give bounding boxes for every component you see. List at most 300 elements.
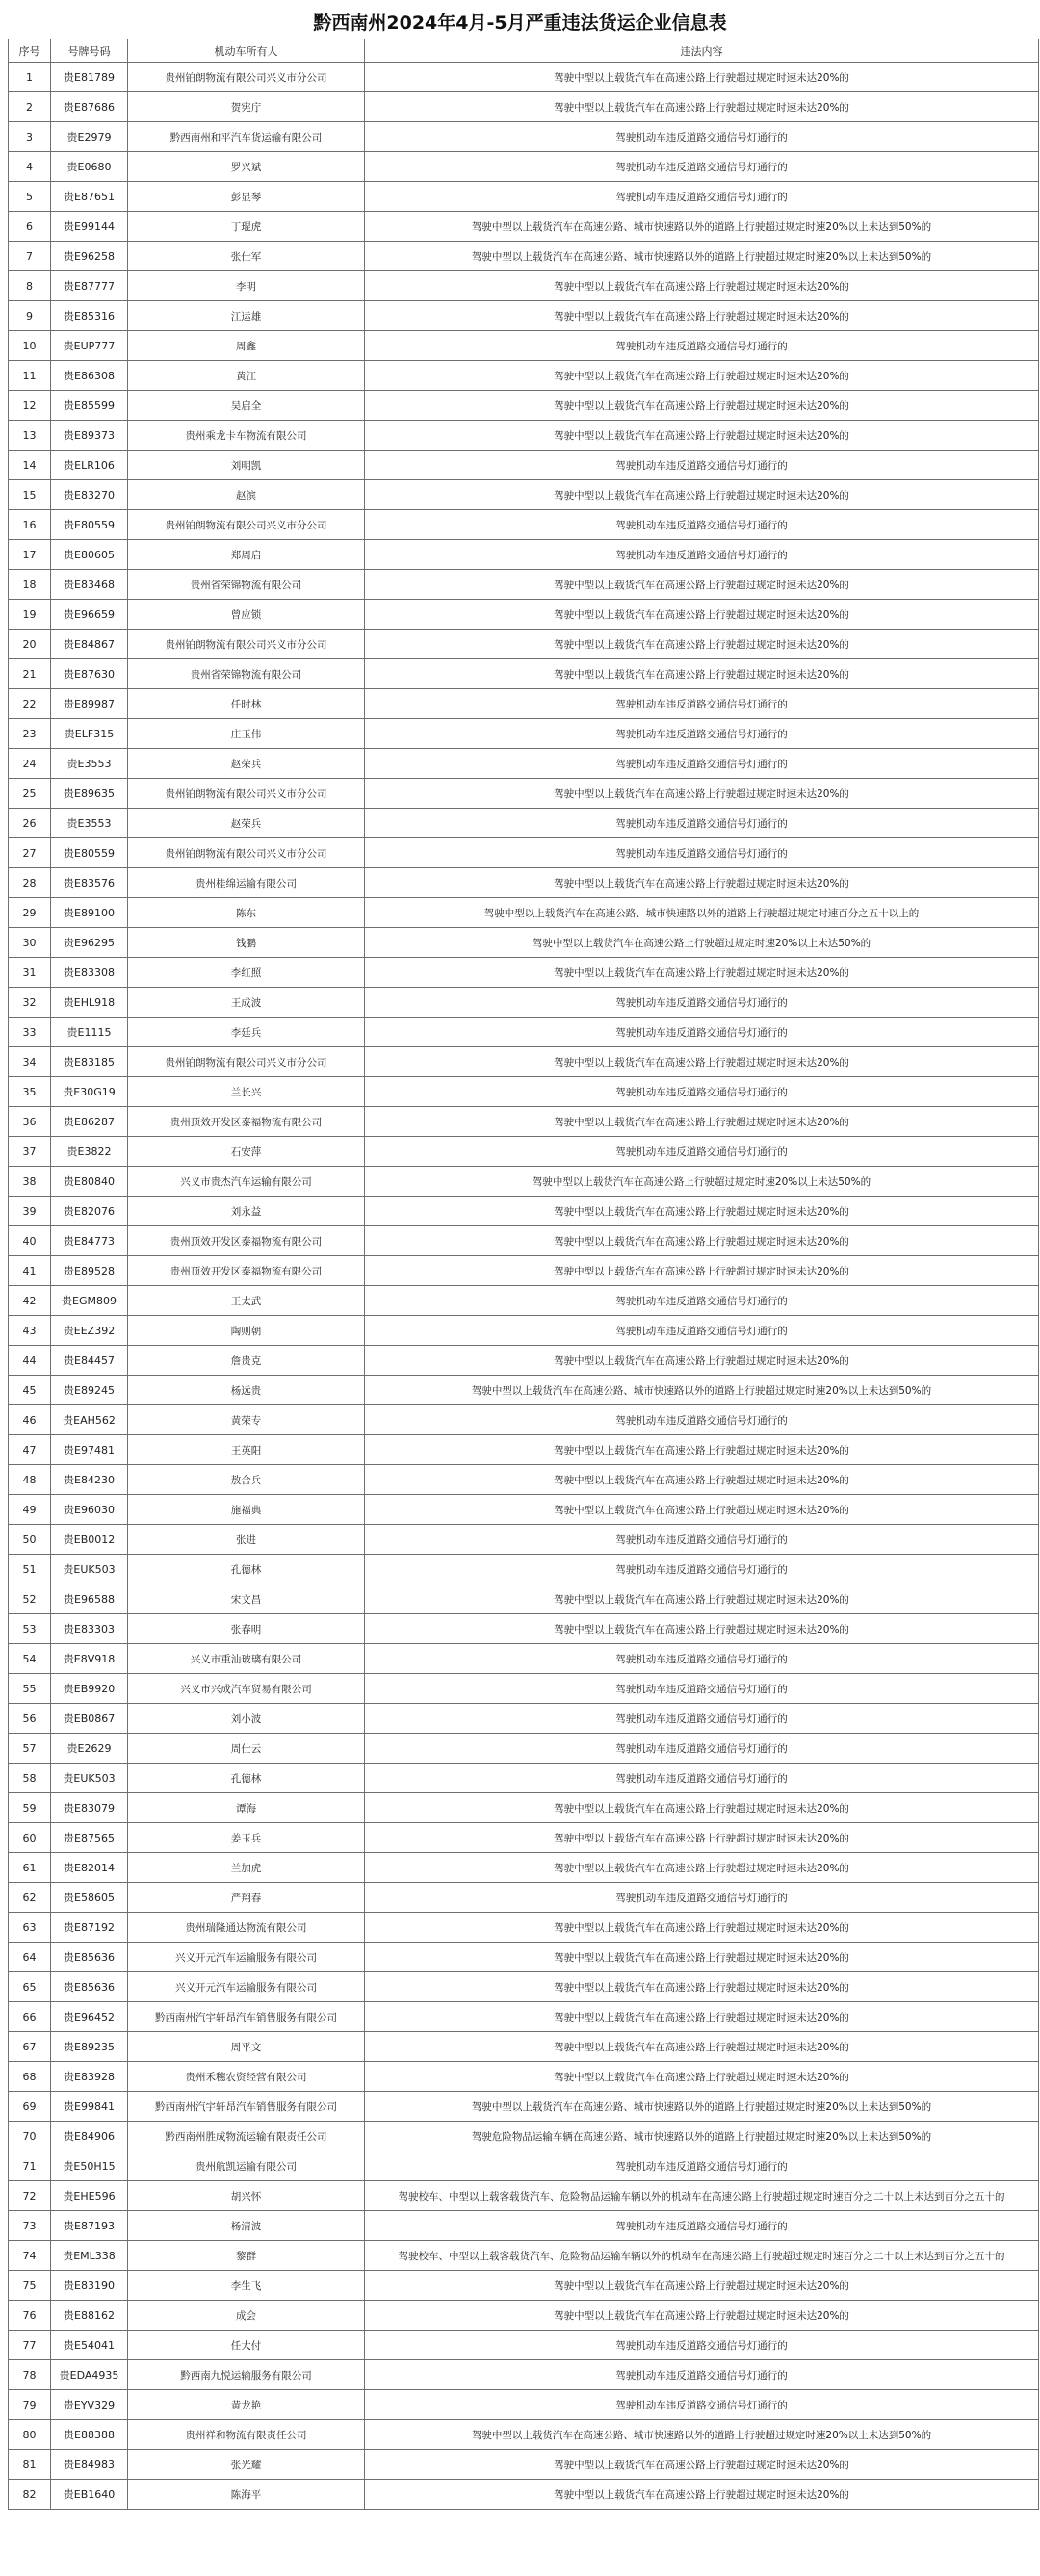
cell-plate: 贵E82076: [51, 1197, 128, 1226]
cell-content: 驾驶中型以上载货汽车在高速公路上行驶超过规定时速未达20%的: [365, 361, 1039, 391]
cell-owner: 贵州铂朗物流有限公司兴义市分公司: [128, 63, 365, 92]
cell-owner: 严翔春: [128, 1883, 365, 1913]
cell-content: 驾驶中型以上载货汽车在高速公路上行驶超过规定时速未达20%的: [365, 2480, 1039, 2510]
cell-content: 驾驶中型以上载货汽车在高速公路上行驶超过规定时速未达20%的: [365, 421, 1039, 451]
cell-plate: 贵E83185: [51, 1047, 128, 1077]
cell-content: 驾驶中型以上载货汽车在高速公路上行驶超过规定时速未达20%的: [365, 1256, 1039, 1286]
cell-index: 33: [9, 1018, 51, 1047]
cell-content: 驾驶机动车违反道路交通信号灯通行的: [365, 988, 1039, 1018]
cell-plate: 贵E0680: [51, 152, 128, 182]
cell-plate: 贵ELR106: [51, 451, 128, 480]
cell-owner: 罗兴斌: [128, 152, 365, 182]
table-row: [9, 1435, 1039, 1465]
cell-index: 17: [9, 540, 51, 570]
cell-owner: 刘小波: [128, 1704, 365, 1734]
cell-content: 驾驶中型以上载货汽车在高速公路上行驶超过规定时速未达20%的: [365, 391, 1039, 421]
page-title: 黔西南州2024年4月-5月严重违法货运企业信息表: [313, 13, 727, 34]
table-row: [9, 1256, 1039, 1286]
cell-owner: 李廷兵: [128, 1018, 365, 1047]
cell-owner: 成会: [128, 2301, 365, 2331]
cell-index: 2: [9, 92, 51, 122]
table-row: [9, 510, 1039, 540]
cell-owner: 赵荣兵: [128, 809, 365, 838]
table-row: [9, 271, 1039, 301]
cell-index: 71: [9, 2151, 51, 2181]
cell-content: 驾驶机动车违反道路交通信号灯通行的: [365, 749, 1039, 779]
cell-content: 驾驶机动车违反道路交通信号灯通行的: [365, 1018, 1039, 1047]
cell-owner: 黔西南州胜成物流运输有限责任公司: [128, 2122, 365, 2151]
cell-owner: 孔德林: [128, 1764, 365, 1793]
cell-plate: 贵E84906: [51, 2122, 128, 2151]
table-row: [9, 451, 1039, 480]
table-body: [9, 63, 1039, 2510]
cell-owner: 姜玉兵: [128, 1823, 365, 1853]
cell-index: 79: [9, 2390, 51, 2420]
cell-content: 驾驶中型以上载货汽车在高速公路上行驶超过规定时速未达20%的: [365, 600, 1039, 630]
cell-content: 驾驶中型以上载货汽车在高速公路上行驶超过规定时速未达20%的: [365, 301, 1039, 331]
table-row: [9, 2241, 1039, 2271]
table-row: [9, 1972, 1039, 2002]
cell-owner: 周鑫: [128, 331, 365, 361]
cell-plate: 贵EYV329: [51, 2390, 128, 2420]
cell-plate: 贵E96030: [51, 1495, 128, 1525]
cell-index: 49: [9, 1495, 51, 1525]
cell-index: 3: [9, 122, 51, 152]
cell-plate: 贵E84230: [51, 1465, 128, 1495]
cell-content: 驾驶中型以上载货汽车在高速公路上行驶超过规定时速未达20%的: [365, 2062, 1039, 2092]
cell-index: 39: [9, 1197, 51, 1226]
cell-owner: 黔西南九悦运输服务有限公司: [128, 2360, 365, 2390]
table-row: [9, 1823, 1039, 1853]
cell-owner: 李生飞: [128, 2271, 365, 2301]
table-row: [9, 182, 1039, 212]
table-row: [9, 152, 1039, 182]
cell-index: 81: [9, 2450, 51, 2480]
table-row: [9, 361, 1039, 391]
cell-plate: 贵E87192: [51, 1913, 128, 1943]
cell-owner: 陈东: [128, 898, 365, 928]
table-row: [9, 2211, 1039, 2241]
cell-owner: 刘明凯: [128, 451, 365, 480]
cell-owner: 黄江: [128, 361, 365, 391]
cell-plate: 贵EAH562: [51, 1405, 128, 1435]
cell-content: 驾驶机动车违反道路交通信号灯通行的: [365, 331, 1039, 361]
cell-plate: 贵E99144: [51, 212, 128, 242]
table-row: [9, 1495, 1039, 1525]
table-row: [9, 2002, 1039, 2032]
table-row: [9, 540, 1039, 570]
table-row: [9, 1674, 1039, 1704]
cell-plate: 贵EHE596: [51, 2181, 128, 2211]
cell-plate: 贵E80559: [51, 510, 128, 540]
cell-owner: 任大付: [128, 2331, 365, 2360]
cell-content: 驾驶机动车违反道路交通信号灯通行的: [365, 182, 1039, 212]
table-row: [9, 331, 1039, 361]
cell-plate: 贵E87777: [51, 271, 128, 301]
cell-plate: 贵E83468: [51, 570, 128, 600]
cell-owner: 王太武: [128, 1286, 365, 1316]
table-row: [9, 2062, 1039, 2092]
cell-index: 52: [9, 1584, 51, 1614]
cell-plate: 贵E30G19: [51, 1077, 128, 1107]
header-content: 违法内容: [365, 39, 1039, 63]
cell-owner: 贵州顶效开发区泰福物流有限公司: [128, 1107, 365, 1137]
cell-content: 驾驶机动车违反道路交通信号灯通行的: [365, 689, 1039, 719]
table-row: [9, 2480, 1039, 2510]
cell-content: 驾驶中型以上载货汽车在高速公路、城市快速路以外的道路上行驶超过规定时速20%以上未达到50%的: [365, 212, 1039, 242]
cell-plate: 贵E3553: [51, 809, 128, 838]
table-row: [9, 212, 1039, 242]
cell-index: 26: [9, 809, 51, 838]
table-row: [9, 2271, 1039, 2301]
table-row: [9, 421, 1039, 451]
table-row: [9, 2390, 1039, 2420]
cell-owner: 敖合兵: [128, 1465, 365, 1495]
violations-table: [8, 39, 1039, 2510]
cell-index: 62: [9, 1883, 51, 1913]
cell-plate: 贵EML338: [51, 2241, 128, 2271]
cell-index: 72: [9, 2181, 51, 2211]
cell-index: 44: [9, 1346, 51, 1376]
cell-plate: 贵EDA4935: [51, 2360, 128, 2390]
cell-index: 4: [9, 152, 51, 182]
table-row: [9, 301, 1039, 331]
cell-plate: 贵E1115: [51, 1018, 128, 1047]
table-row: [9, 1167, 1039, 1197]
cell-index: 40: [9, 1226, 51, 1256]
table-row: [9, 1734, 1039, 1764]
cell-index: 43: [9, 1316, 51, 1346]
cell-owner: 李红照: [128, 958, 365, 988]
cell-plate: 贵E97481: [51, 1435, 128, 1465]
cell-owner: 贵州铂朗物流有限公司兴义市分公司: [128, 630, 365, 659]
table-header-row: [9, 39, 1039, 63]
table-row: [9, 2092, 1039, 2122]
cell-content: 驾驶中型以上载货汽车在高速公路上行驶超过规定时速未达20%的: [365, 958, 1039, 988]
cell-owner: 贵州祥和物流有限责任公司: [128, 2420, 365, 2450]
cell-plate: 贵E85636: [51, 1943, 128, 1972]
cell-plate: 贵E58605: [51, 1883, 128, 1913]
table-row: [9, 2032, 1039, 2062]
table-row: [9, 1077, 1039, 1107]
cell-index: 12: [9, 391, 51, 421]
cell-index: 47: [9, 1435, 51, 1465]
cell-index: 50: [9, 1525, 51, 1555]
cell-content: 驾驶机动车违反道路交通信号灯通行的: [365, 809, 1039, 838]
cell-owner: 兴义市贵杰汽车运输有限公司: [128, 1167, 365, 1197]
cell-owner: 赵滨: [128, 480, 365, 510]
cell-index: 70: [9, 2122, 51, 2151]
header-index: 序号: [9, 39, 51, 63]
table-row: [9, 1047, 1039, 1077]
cell-index: 19: [9, 600, 51, 630]
cell-index: 9: [9, 301, 51, 331]
cell-plate: 贵E83303: [51, 1614, 128, 1644]
cell-plate: 贵E89235: [51, 2032, 128, 2062]
cell-plate: 贵E87630: [51, 659, 128, 689]
cell-owner: 兴义市兴成汽车贸易有限公司: [128, 1674, 365, 1704]
cell-content: 驾驶机动车违反道路交通信号灯通行的: [365, 451, 1039, 480]
cell-owner: 周仕云: [128, 1734, 365, 1764]
table-row: [9, 1853, 1039, 1883]
cell-content: 驾驶中型以上载货汽车在高速公路上行驶超过规定时速未达20%的: [365, 1047, 1039, 1077]
table-row: [9, 719, 1039, 749]
cell-content: 驾驶机动车违反道路交通信号灯通行的: [365, 1525, 1039, 1555]
cell-owner: 曾应锁: [128, 600, 365, 630]
table-row: [9, 63, 1039, 92]
cell-owner: 贵州顶效开发区泰福物流有限公司: [128, 1256, 365, 1286]
table-row: [9, 1555, 1039, 1584]
cell-plate: 贵EB0012: [51, 1525, 128, 1555]
cell-index: 66: [9, 2002, 51, 2032]
cell-content: 驾驶中型以上载货汽车在高速公路上行驶超过规定时速未达20%的: [365, 1226, 1039, 1256]
cell-plate: 贵E84867: [51, 630, 128, 659]
cell-owner: 黔西南州汽宇轩昂汽车销售服务有限公司: [128, 2002, 365, 2032]
cell-index: 36: [9, 1107, 51, 1137]
cell-index: 13: [9, 421, 51, 451]
cell-content: 驾驶中型以上载货汽车在高速公路上行驶超过规定时速未达20%的: [365, 2002, 1039, 2032]
cell-index: 32: [9, 988, 51, 1018]
cell-index: 18: [9, 570, 51, 600]
cell-content: 驾驶中型以上载货汽车在高速公路上行驶超过规定时速未达20%的: [365, 2271, 1039, 2301]
cell-index: 8: [9, 271, 51, 301]
cell-content: 驾驶机动车违反道路交通信号灯通行的: [365, 1555, 1039, 1584]
cell-owner: 贵州省荣锦物流有限公司: [128, 659, 365, 689]
cell-content: 驾驶中型以上载货汽车在高速公路上行驶超过规定时速未达20%的: [365, 1435, 1039, 1465]
cell-owner: 贵州禾穗农资经营有限公司: [128, 2062, 365, 2092]
cell-owner: 江运雄: [128, 301, 365, 331]
cell-content: 驾驶中型以上载货汽车在高速公路上行驶超过规定时速未达20%的: [365, 1495, 1039, 1525]
cell-plate: 贵E99841: [51, 2092, 128, 2122]
cell-plate: 贵E96295: [51, 928, 128, 958]
cell-owner: 李明: [128, 271, 365, 301]
cell-index: 46: [9, 1405, 51, 1435]
table-row: [9, 2122, 1039, 2151]
cell-index: 10: [9, 331, 51, 361]
table-row: [9, 1913, 1039, 1943]
cell-content: 驾驶中型以上载货汽车在高速公路上行驶超过规定时速未达20%的: [365, 1465, 1039, 1495]
cell-content: 驾驶中型以上载货汽车在高速公路、城市快速路以外的道路上行驶超过规定时速20%以上未达到50%的: [365, 242, 1039, 271]
cell-content: 驾驶危险物品运输车辆在高速公路、城市快速路以外的道路上行驶超过规定时速20%以上未达到50%的: [365, 2122, 1039, 2151]
cell-index: 61: [9, 1853, 51, 1883]
cell-owner: 兴义市重汕玻璃有限公司: [128, 1644, 365, 1674]
cell-plate: 贵E84457: [51, 1346, 128, 1376]
cell-index: 56: [9, 1704, 51, 1734]
cell-content: 驾驶中型以上载货汽车在高速公路上行驶超过规定时速未达20%的: [365, 779, 1039, 809]
cell-content: 驾驶中型以上载货汽车在高速公路上行驶超过规定时速未达20%的: [365, 1853, 1039, 1883]
cell-plate: 贵E81789: [51, 63, 128, 92]
cell-plate: 贵E89987: [51, 689, 128, 719]
cell-plate: 贵E83190: [51, 2271, 128, 2301]
cell-plate: 贵E83928: [51, 2062, 128, 2092]
cell-plate: 贵EUK503: [51, 1764, 128, 1793]
cell-index: 58: [9, 1764, 51, 1793]
cell-index: 35: [9, 1077, 51, 1107]
cell-index: 21: [9, 659, 51, 689]
cell-owner: 贵州铂朗物流有限公司兴义市分公司: [128, 838, 365, 868]
cell-content: 驾驶机动车违反道路交通信号灯通行的: [365, 1734, 1039, 1764]
cell-content: 驾驶中型以上载货汽车在高速公路上行驶超过规定时速未达20%的: [365, 1823, 1039, 1853]
cell-owner: 宋文昌: [128, 1584, 365, 1614]
cell-plate: 贵E88388: [51, 2420, 128, 2450]
cell-plate: 贵ELF315: [51, 719, 128, 749]
cell-plate: 贵E83308: [51, 958, 128, 988]
cell-owner: 钱鹏: [128, 928, 365, 958]
cell-owner: 贵州铂朗物流有限公司兴义市分公司: [128, 1047, 365, 1077]
cell-index: 20: [9, 630, 51, 659]
cell-owner: 庄玉伟: [128, 719, 365, 749]
table-row: [9, 2331, 1039, 2360]
cell-index: 15: [9, 480, 51, 510]
cell-owner: 贵州顶效开发区泰福物流有限公司: [128, 1226, 365, 1256]
cell-owner: 兴义开元汽车运输服务有限公司: [128, 1943, 365, 1972]
cell-owner: 周平文: [128, 2032, 365, 2062]
cell-plate: 贵EB9920: [51, 1674, 128, 1704]
cell-index: 80: [9, 2420, 51, 2450]
cell-owner: 任时林: [128, 689, 365, 719]
table-row: [9, 1793, 1039, 1823]
cell-content: 驾驶中型以上载货汽车在高速公路上行驶超过规定时速未达20%的: [365, 1107, 1039, 1137]
cell-owner: 彭显琴: [128, 182, 365, 212]
cell-index: 76: [9, 2301, 51, 2331]
cell-owner: 张仕军: [128, 242, 365, 271]
cell-content: 驾驶中型以上载货汽车在高速公路上行驶超过规定时速未达20%的: [365, 868, 1039, 898]
cell-index: 34: [9, 1047, 51, 1077]
cell-plate: 贵E96659: [51, 600, 128, 630]
table-row: [9, 570, 1039, 600]
cell-index: 41: [9, 1256, 51, 1286]
table-row: [9, 122, 1039, 152]
cell-index: 31: [9, 958, 51, 988]
cell-plate: 贵E87651: [51, 182, 128, 212]
cell-owner: 刘永益: [128, 1197, 365, 1226]
cell-index: 11: [9, 361, 51, 391]
cell-content: 驾驶中型以上载货汽车在高速公路、城市快速路以外的道路上行驶超过规定时速20%以上未达到50%的: [365, 1376, 1039, 1405]
cell-content: 驾驶机动车违反道路交通信号灯通行的: [365, 2331, 1039, 2360]
cell-index: 77: [9, 2331, 51, 2360]
cell-content: 驾驶机动车违反道路交通信号灯通行的: [365, 2151, 1039, 2181]
table-row: [9, 1704, 1039, 1734]
table-row: [9, 898, 1039, 928]
cell-content: 驾驶机动车违反道路交通信号灯通行的: [365, 2360, 1039, 2390]
cell-plate: 贵E54041: [51, 2331, 128, 2360]
cell-content: 驾驶机动车违反道路交通信号灯通行的: [365, 122, 1039, 152]
cell-plate: 贵EUK503: [51, 1555, 128, 1584]
cell-owner: 胡兴怀: [128, 2181, 365, 2211]
cell-index: 67: [9, 2032, 51, 2062]
cell-owner: 兰加虎: [128, 1853, 365, 1883]
cell-owner: 兴义开元汽车运输服务有限公司: [128, 1972, 365, 2002]
header-plate: 号牌号码: [51, 39, 128, 63]
cell-content: 驾驶机动车违反道路交通信号灯通行的: [365, 540, 1039, 570]
cell-plate: 贵EHL918: [51, 988, 128, 1018]
cell-index: 30: [9, 928, 51, 958]
cell-plate: 贵E86287: [51, 1107, 128, 1137]
table-row: [9, 1614, 1039, 1644]
cell-content: 驾驶机动车违反道路交通信号灯通行的: [365, 1316, 1039, 1346]
cell-owner: 兰长兴: [128, 1077, 365, 1107]
cell-owner: 贵州铂朗物流有限公司兴义市分公司: [128, 510, 365, 540]
cell-index: 78: [9, 2360, 51, 2390]
cell-content: 驾驶中型以上载货汽车在高速公路、城市快速路以外的道路上行驶超过规定时速20%以上未达到50%的: [365, 2092, 1039, 2122]
cell-content: 驾驶机动车违反道路交通信号灯通行的: [365, 2390, 1039, 2420]
cell-content: 驾驶中型以上载货汽车在高速公路上行驶超过规定时速未达20%的: [365, 480, 1039, 510]
cell-content: 驾驶中型以上载货汽车在高速公路上行驶超过规定时速未达20%的: [365, 1197, 1039, 1226]
cell-content: 驾驶机动车违反道路交通信号灯通行的: [365, 152, 1039, 182]
cell-content: 驾驶中型以上载货汽车在高速公路上行驶超过规定时速未达20%的: [365, 2032, 1039, 2062]
cell-index: 25: [9, 779, 51, 809]
cell-owner: 张进: [128, 1525, 365, 1555]
cell-owner: 黄龙艳: [128, 2390, 365, 2420]
cell-owner: 贵州桂绵运输有限公司: [128, 868, 365, 898]
cell-owner: 丁琨虎: [128, 212, 365, 242]
cell-owner: 石安萍: [128, 1137, 365, 1167]
cell-plate: 贵E89245: [51, 1376, 128, 1405]
cell-owner: 黔西南州汽宇轩昂汽车销售服务有限公司: [128, 2092, 365, 2122]
cell-index: 14: [9, 451, 51, 480]
table-row: [9, 2151, 1039, 2181]
cell-owner: 张春明: [128, 1614, 365, 1644]
header-owner: 机动车所有人: [128, 39, 365, 63]
cell-owner: 张光耀: [128, 2450, 365, 2480]
cell-content: 驾驶机动车违反道路交通信号灯通行的: [365, 1137, 1039, 1167]
cell-plate: 贵E80559: [51, 838, 128, 868]
cell-index: 38: [9, 1167, 51, 1197]
cell-index: 27: [9, 838, 51, 868]
cell-owner: 陶则朝: [128, 1316, 365, 1346]
cell-plate: 贵E83079: [51, 1793, 128, 1823]
cell-plate: 贵E96258: [51, 242, 128, 271]
table-row: [9, 868, 1039, 898]
cell-plate: 贵EGM809: [51, 1286, 128, 1316]
cell-plate: 贵E87193: [51, 2211, 128, 2241]
cell-content: 驾驶机动车违反道路交通信号灯通行的: [365, 1286, 1039, 1316]
cell-index: 24: [9, 749, 51, 779]
table-row: [9, 1286, 1039, 1316]
cell-owner: 黔西南州和平汽车货运输有限公司: [128, 122, 365, 152]
table-row: [9, 928, 1039, 958]
cell-index: 16: [9, 510, 51, 540]
cell-content: 驾驶中型以上载货汽车在高速公路上行驶超过规定时速未达20%的: [365, 1346, 1039, 1376]
table-row: [9, 630, 1039, 659]
cell-plate: 贵E86308: [51, 361, 128, 391]
table-row: [9, 1405, 1039, 1435]
cell-content: 驾驶中型以上载货汽车在高速公路上行驶超过规定时速20%以上未达50%的: [365, 1167, 1039, 1197]
table-row: [9, 1107, 1039, 1137]
cell-index: 29: [9, 898, 51, 928]
cell-index: 7: [9, 242, 51, 271]
table-row: [9, 1465, 1039, 1495]
cell-content: 驾驶机动车违反道路交通信号灯通行的: [365, 1405, 1039, 1435]
cell-content: 驾驶机动车违反道路交通信号灯通行的: [365, 1077, 1039, 1107]
cell-index: 48: [9, 1465, 51, 1495]
cell-plate: 贵EB1640: [51, 2480, 128, 2510]
cell-index: 37: [9, 1137, 51, 1167]
cell-index: 28: [9, 868, 51, 898]
cell-plate: 贵E3553: [51, 749, 128, 779]
cell-plate: 贵E3822: [51, 1137, 128, 1167]
cell-owner: 吴启全: [128, 391, 365, 421]
cell-owner: 王成波: [128, 988, 365, 1018]
cell-plate: 贵E96588: [51, 1584, 128, 1614]
cell-content: 驾驶校车、中型以上载客载货汽车、危险物品运输车辆以外的机动车在高速公路上行驶超过规定时速百分之二十以上未达到百分之五十的: [365, 2241, 1039, 2271]
table-row: [9, 809, 1039, 838]
cell-owner: 陈海平: [128, 2480, 365, 2510]
cell-plate: 贵E87565: [51, 1823, 128, 1853]
cell-index: 54: [9, 1644, 51, 1674]
cell-plate: 贵E89635: [51, 779, 128, 809]
cell-owner: 杨清波: [128, 2211, 365, 2241]
